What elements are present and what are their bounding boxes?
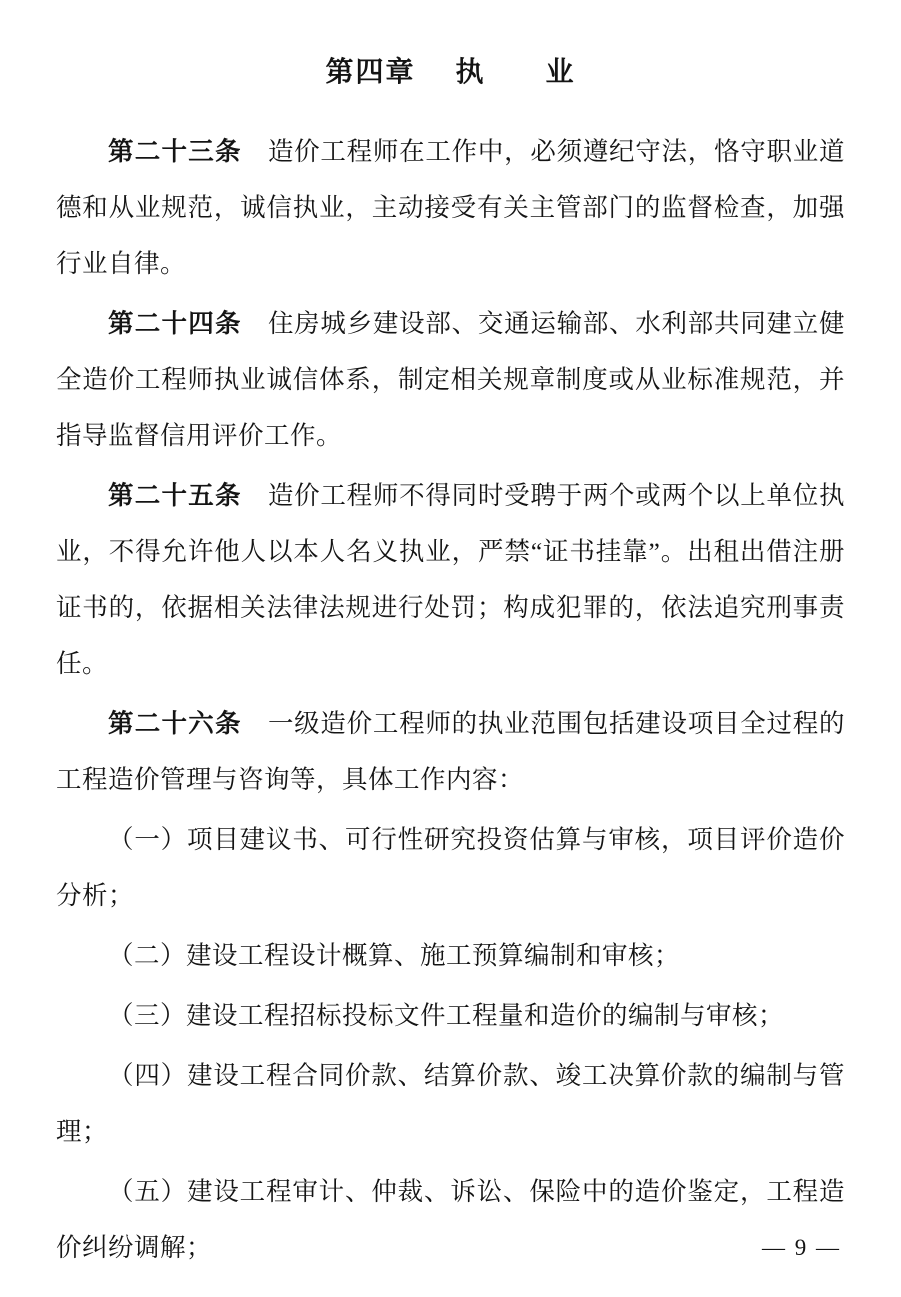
page-number: — 9 — (762, 1235, 841, 1260)
list-item: （四）建设工程合同价款、结算价款、竣工决算价款的编制与管理； (56, 1061, 845, 1146)
article-text: 造价工程师在工作中，必须遵纪守法，恪守职业道德和从业规范，诚信执业，主动接受有关主管部门的监督检查，加强行业自律。 (56, 137, 845, 278)
list-item: （三）建设工程招标投标文件工程量和造价的编制与审核； (108, 1001, 785, 1030)
article-label: 第二十三条 (108, 137, 242, 166)
article-label: 第二十四条 (108, 309, 242, 338)
article-text: 住房城乡建设部、交通运输部、水利部共同建立健全造价工程师执业诚信体系，制定相关规章制度或从业标准规范，并指导监督信用评价工作。 (56, 309, 845, 450)
article-paragraph (56, 296, 845, 464)
list-item: （一）项目建议书、可行性研究投资估算与审核，项目评价造价分析； (56, 825, 845, 910)
article-paragraph (56, 468, 845, 692)
article-text: 一级造价工程师的执业范围包括建设项目全过程的工程造价管理与咨询等，具体工作内容： (56, 709, 845, 794)
article-label: 第二十五条 (108, 481, 242, 510)
article-paragraph (56, 124, 845, 292)
list-item: （二）建设工程设计概算、施工预算编制和审核； (108, 941, 681, 970)
article-text: 造价工程师不得同时受聘于两个或两个以上单位执业，不得允许他人以本人名义执业，严禁“证书挂靠”。出租出借注册证书的，依据相关法律法规进行处罚；构成犯罪的，依法追究刑事责任。 (56, 481, 845, 678)
chapter-heading (56, 50, 845, 90)
article-label: 第二十六条 (108, 709, 242, 738)
chapter-number: 第四章 (325, 57, 416, 88)
chapter-title-text: 执 业 (455, 57, 576, 88)
article-paragraph (56, 696, 845, 808)
list-item: （五）建设工程审计、仲裁、诉讼、保险中的造价鉴定，工程造价纠纷调解； (56, 1177, 845, 1262)
